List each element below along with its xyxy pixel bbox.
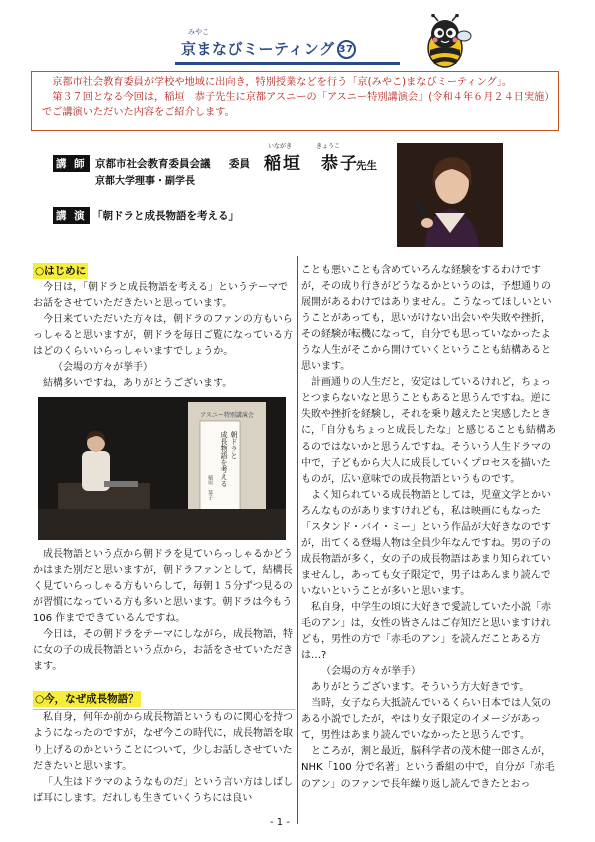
page-number: - 1 - (270, 817, 290, 828)
paragraph: よく知られている成長物語としては，児童文学とかいろんなものがありますけれども，私は映画にもなった「スタンド・バイ・ミー」という作品が大好きなのですが，出てくる登場人物は全員少年なんですね。男の子の成長物語が多く，女の子の成長物語はあまり知られていませんし，あっても女子限定で，男子はあんまり読んでいないということが多いと思います。 (301, 489, 551, 597)
page-title (181, 38, 356, 59)
lecturer-org: 京都市社会教育委員会議 (95, 158, 211, 170)
left-column-top (33, 263, 295, 392)
lecturer-portrait (397, 143, 503, 247)
lecture-photo (38, 397, 286, 540)
lecturer-subtitle: 京都大学理事・副学長 (95, 176, 195, 187)
section-heading-intro: ○はじめに (33, 263, 88, 279)
paragraph: 私自身，中学生の頃に大好きで愛読していた小説「赤毛のアン」は，女性の皆さんはご存知だと思いますけれども，男性の方で「赤毛のアン」を読んだことある方は…? (301, 601, 551, 662)
title-underline (175, 62, 400, 65)
paragraph: 成長物語という点から朝ドラを見ていらっしゃるかどうかはまた別だと思いますが，朝ドラファンとして，結構長く見ていらっしゃる方もいらして，毎朝１５分ずつ見るのが習慣になっている方も多いと思います。朝ドラは今もう 106 作までできているんですね。 (33, 549, 293, 625)
title-ruby: みやこ (188, 28, 209, 36)
photo-banner-text: アスニー特別講演会 (200, 412, 254, 419)
photo-panel-name: 稲垣 恭子 (207, 475, 213, 500)
left-column-bottom (33, 547, 295, 807)
section-heading-why: ○今，なぜ成長物語？ (33, 691, 141, 707)
paragraph: 「人生はドラマのようなものだ」という言い方はしばしば耳にします。だれしも生きていくうちには良い (33, 776, 293, 804)
lecturer-role: 委員 (229, 158, 250, 170)
paragraph: 当時，女子なら大抵読んでいるくらい日本では人気のある小説でしたが，やはり女子限定のイメージがあって，男性はあまり読んでいなかったと思うんです。 (301, 698, 551, 742)
talk-tag: 講 演 (53, 207, 90, 224)
title-text: 京まなびミーティング (181, 40, 335, 58)
lecturer-ruby-given: きょうこ (316, 143, 341, 150)
paragraph: 今日来ていただいた方々は，朝ドラのファンの方もいらっしゃると思いますが，朝ドラを毎日ご覧になっている方はどのくらいいらっしゃいますでしょうか。 (33, 314, 293, 358)
paragraph: 結構多いですね，ありがとうございます。 (43, 378, 233, 390)
photo-panel-title-2: 成長物語を考える (220, 431, 228, 487)
column-divider (297, 256, 298, 824)
right-column (301, 263, 560, 793)
lecturer-tag: 講 師 (53, 155, 90, 172)
paragraph: ありがとうございます。そういう方大好きです。 (311, 682, 530, 694)
lecturer-suffix: 先生 (356, 160, 377, 172)
audience-note: （会場の方々が挙手） (53, 362, 153, 374)
audience-note: （会場の方々が挙手） (321, 666, 421, 678)
intro-line-2: 第３７回となる今回は，稲垣 恭子先生に京都アスニーの「アスニー特別講演会」(令和４年６月２４日実施）でご講演いただいた内容をご紹介します。 (42, 92, 550, 118)
intro-box (31, 71, 559, 131)
paragraph: 今日は，「朝ドラと成長物語を考える」というテーマでお話をさせていただきたいと思っています。 (33, 282, 288, 310)
paragraph: 私自身，何年か前から成長物語というものに関心を持つようになったのですが，なぜ今この時代に，成長物語を取り上げるのかということについて，少しお話しさせていただきたいと思います。 (33, 712, 293, 772)
paragraph: ところが，割と最近，脳科学者の茂木健一郎さんが，NHK「100 分で名著」という番組の中で，自分が「赤毛のアン」のファンで長年繰り返し読んできたとおっ (301, 746, 555, 790)
paragraph: 計画通りの人生だと，安定はしているけれど，ちょっとつまらないなと思うこともあると思うんですね。逆に失敗や挫折を経験し，それを乗り越えたと実感したときに，「自分もちょっと成長したな」と感じることも結構あるのではないかと思うんですね。そういう人生ドラマの中で，子どもから大人に成長していくプロセスを描いたものが，広い意味での成長物語というものです。 (301, 377, 556, 485)
intro-line-1: 京都市社会教育委員が学校や地域に出向き，特別授業などを行う「京(みやこ)まなびミーティング」。 (52, 77, 513, 88)
lecturer-ruby-surname: いながき (268, 143, 293, 150)
bee-mascot-icon (418, 14, 472, 70)
issue-number: 37 (337, 40, 356, 59)
photo-panel-title-1: 朝ドラと (230, 431, 238, 459)
paragraph: 今日は，その朝ドラをテーマにしながら，成長物語，特に女の子の成長物語という点から，お話をさせていただきます。 (33, 629, 293, 673)
paragraph: ことも悪いことも含めていろんな経験をするわけですが，その成り行きがどうなるかというのは，予想通りの展開があるわけではありません。こうなってほしいということがあっても，思いがけない出会いや失敗や挫折，その経験が転機になって，自分でも思っていなかったような人生がそこから開けていくということも結構あると思います。 (301, 265, 552, 373)
lecturer-name: 稲垣 恭子 (264, 154, 359, 174)
talk-title: 「朝ドラと成長物語を考える」 (92, 210, 239, 222)
